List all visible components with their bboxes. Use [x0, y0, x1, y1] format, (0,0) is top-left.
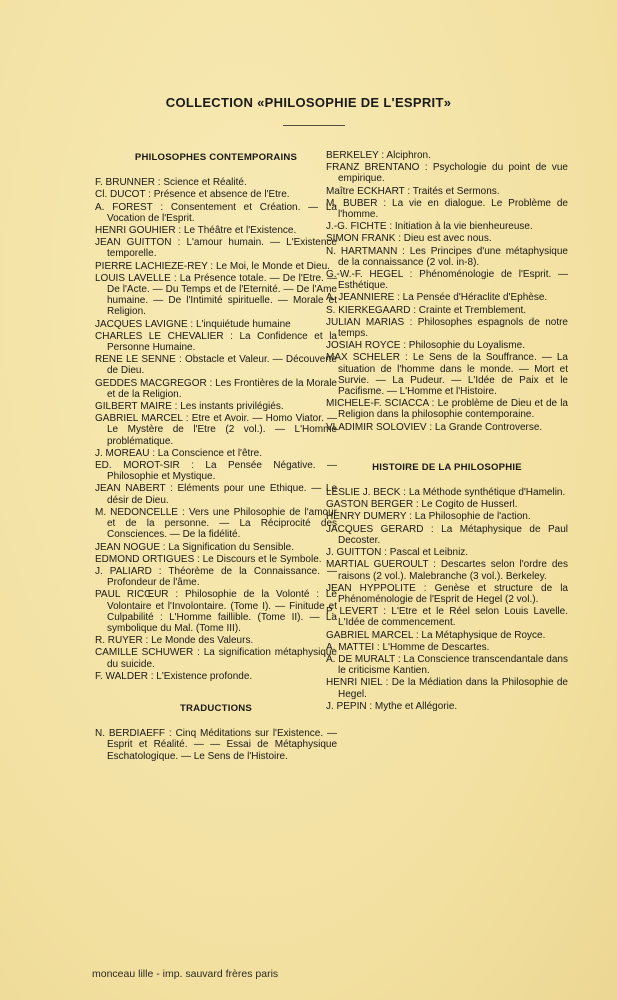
catalog-entry: GASTON BERGER : Le Cogito de Husserl. — [326, 499, 518, 511]
left-column — [95, 150, 337, 763]
section-heading-traductions: TRADUCTIONS — [179, 702, 253, 714]
catalog-entry: M. NEDONCELLE : Vers une Philosophie de l'amour et de la personne. — La Réciprocité des Consciences. — De la fidélité. — [95, 506, 337, 541]
catalog-entry: Maître ECKHART : Traités et Sermons. — [326, 185, 500, 197]
traductions-list-part1 — [95, 728, 337, 762]
catalog-entry: FRANZ BRENTANO : Psychologie du point de vue empirique. — [326, 162, 568, 185]
catalog-entry: A. FOREST : Consentement et Création. — La Vocation de l'Esprit. — [95, 201, 337, 224]
catalog-entry: ED. MOROT-SIR : La Pensée Négative. — Philosophie et Mystique. — [95, 460, 337, 483]
catalog-entry: GABRIEL MARCEL : La Métaphysique de Royce. — [326, 629, 546, 641]
section-heading-histoire: HISTOIRE DE LA PHILOSOPHIE — [372, 461, 522, 473]
catalog-entry: MARTIAL GUEROULT : Descartes selon l'ordre des raisons (2 vol.). Malebranche (3 vol.). Berkeley. — [326, 559, 568, 582]
catalog-entry: N. BERDIAEFF : Cinq Méditations sur l'Existence. — Esprit et Réalité. — — Essai de Métaphysique Eschatologique. — Le Sens de l'Histoire. — [95, 728, 337, 762]
catalog-entry: R. RUYER : Le Monde des Valeurs. — [95, 635, 254, 647]
title-divider — [283, 125, 345, 126]
catalog-entry: F. WALDER : L'Existence profonde. — [95, 670, 253, 682]
catalog-entry: BERKELEY : Alciphron. — [326, 150, 431, 161]
catalog-entry: S. KIERKEGAARD : Crainte et Tremblement. — [326, 304, 527, 316]
catalog-entry: JEAN HYPPOLITE : Genèse et structure de la Phénoménologie de l'Esprit de Hegel (2 vol.). — [326, 582, 568, 605]
catalog-entry: Cl. DUCOT : Présence et absence de l'Etre. — [95, 189, 290, 201]
catalog-entry: GILBERT MAIRE : Les instants privilégiés. — [95, 401, 284, 413]
catalog-entry: SIMON FRANK : Dieu est avec nous. — [326, 233, 492, 245]
catalog-entry: P. LEVERT : L'Etre et le Réel selon Louis Lavelle. L'Idée de commencement. — [326, 606, 568, 629]
catalog-entry: HENRI GOUHIER : Le Théâtre et l'Existence. — [95, 225, 297, 237]
catalog-entry: JULIAN MARIAS : Philosophes espagnols de notre temps. — [326, 316, 568, 340]
histoire-list — [326, 487, 568, 712]
catalog-entry: J. GUITTON : Pascal et Leibniz. — [326, 547, 469, 559]
catalog-entry: GABRIEL MARCEL : Etre et Avoir. — Homo Viator. — Le Mystère de l'Etre (2 vol.). — L'Homme problématique. — [95, 413, 337, 447]
catalog-entry: JACQUES LAVIGNE : L'inquiétude humaine — [95, 318, 291, 330]
catalog-entry: RENE LE SENNE : Obstacle et Valeur. — Découverte de Dieu. — [95, 354, 337, 377]
catalog-entry: LOUIS LAVELLE : La Présence totale. — De l'Etre. — De l'Acte. — Du Temps et de l'Eternité. — De l'Ame humaine. — De l'Intimité spirituelle. — Morale et Religion. — [95, 272, 337, 318]
catalog-entry: JEAN NABERT : Eléments pour une Ethique. — Le désir de Dieu. — [95, 483, 337, 506]
catalog-entry: A. MATTEI : L'Homme de Descartes. — [326, 641, 490, 653]
catalog-entry: EDMOND ORTIGUES : Le Discours et le Symbole. — [95, 553, 322, 565]
catalog-entry: N. HARTMANN : Les Principes d'une métaphysique de la connaissance (2 vol. in-8). — [326, 245, 568, 268]
catalog-entry: PAUL RICŒUR : Philosophie de la Volonté : Le Volontaire et l'Involontaire. (Tome I). — Finitude et Culpabilité : L'Homme faillible. (Tome II). — La symbolique du Mal. (Tome III). — [95, 589, 337, 634]
section-heading-contemporains: PHILOSOPHES CONTEMPORAINS — [134, 152, 298, 163]
catalog-entry: A. JEANNIERE : La Pensée d'Héraclite d'Ephèse. — [326, 292, 548, 304]
printer-footer: monceau lille - imp. sauvard frères paris — [92, 968, 279, 980]
catalog-entry: MAX SCHELER : Le Sens de la Souffrance. — La situation de l'homme dans le monde. — Mort et Survie. — La Pudeur. — L'Idée de Paix et le Pacifisme. — L'Homme et l'Histoire. — [326, 352, 568, 398]
catalog-entry: HENRY DUMERY : La Philosophie de l'action. — [326, 511, 531, 523]
catalog-entry: J. MOREAU : La Conscience et l'être. — [95, 447, 262, 459]
catalog-entry: JEAN NOGUE : La Signification du Sensible. — [95, 541, 294, 553]
contemporains-list — [95, 177, 337, 682]
catalog-entry: CAMILLE SCHUWER : La signification métaphysique du suicide. — [95, 647, 337, 670]
catalog-entry: G.-W.-F. HEGEL : Phénoménologie de l'Esprit. — Esthétique. — [326, 269, 568, 292]
catalog-entry: JOSIAH ROYCE : Philosophie du Loyalisme. — [326, 340, 525, 352]
right-column — [326, 150, 568, 713]
catalog-entry: A. DE MURALT : La Conscience transcendantale dans le criticisme Kantien. — [326, 653, 568, 677]
catalog-entry: F. BRUNNER : Science et Réalité. — [95, 177, 247, 189]
catalog-entry: JEAN GUITTON : L'amour humain. — L'Existence temporelle. — [95, 237, 337, 260]
catalog-entry: M. BUBER : La vie en dialogue. Le Problème de l'homme. — [326, 197, 568, 221]
catalog-entry: GEDDES MACGREGOR : Les Frontières de la Morale et de la Religion. — [95, 377, 337, 400]
traductions-list-part2 — [326, 150, 568, 433]
catalog-entry: J. PEPIN : Mythe et Allégorie. — [326, 700, 458, 712]
catalog-entry: CHARLES LE CHEVALIER : La Confidence et la Personne Humaine. — [95, 330, 337, 354]
catalog-entry: JACQUES GERARD : La Métaphysique de Paul Decoster. — [326, 523, 568, 546]
collection-title: COLLECTION «PHILOSOPHIE DE L'ESPRIT» — [165, 95, 452, 110]
catalog-entry: VLADIMIR SOLOVIEV : La Grande Controverse. — [326, 421, 543, 433]
catalog-entry: LESLIE J. BECK : La Méthode synthétique d'Hamelin. — [326, 487, 566, 499]
catalog-entry: PIERRE LACHIEZE-REY : Le Moi, le Monde et Dieu. — [95, 260, 330, 272]
catalog-entry: MICHELE-F. SCIACCA : Le problème de Dieu et de la Religion dans la philosophie contemporaine. — [326, 398, 568, 421]
catalog-entry: J. PALIARD : Théorème de la Connaissance. — Profondeur de l'âme. — [95, 565, 337, 589]
catalog-entry: HENRI NIEL : De la Médiation dans la Philosophie de Hegel. — [326, 677, 568, 700]
catalog-entry: J.-G. FICHTE : Initiation à la vie bienheureuse. — [326, 221, 533, 233]
